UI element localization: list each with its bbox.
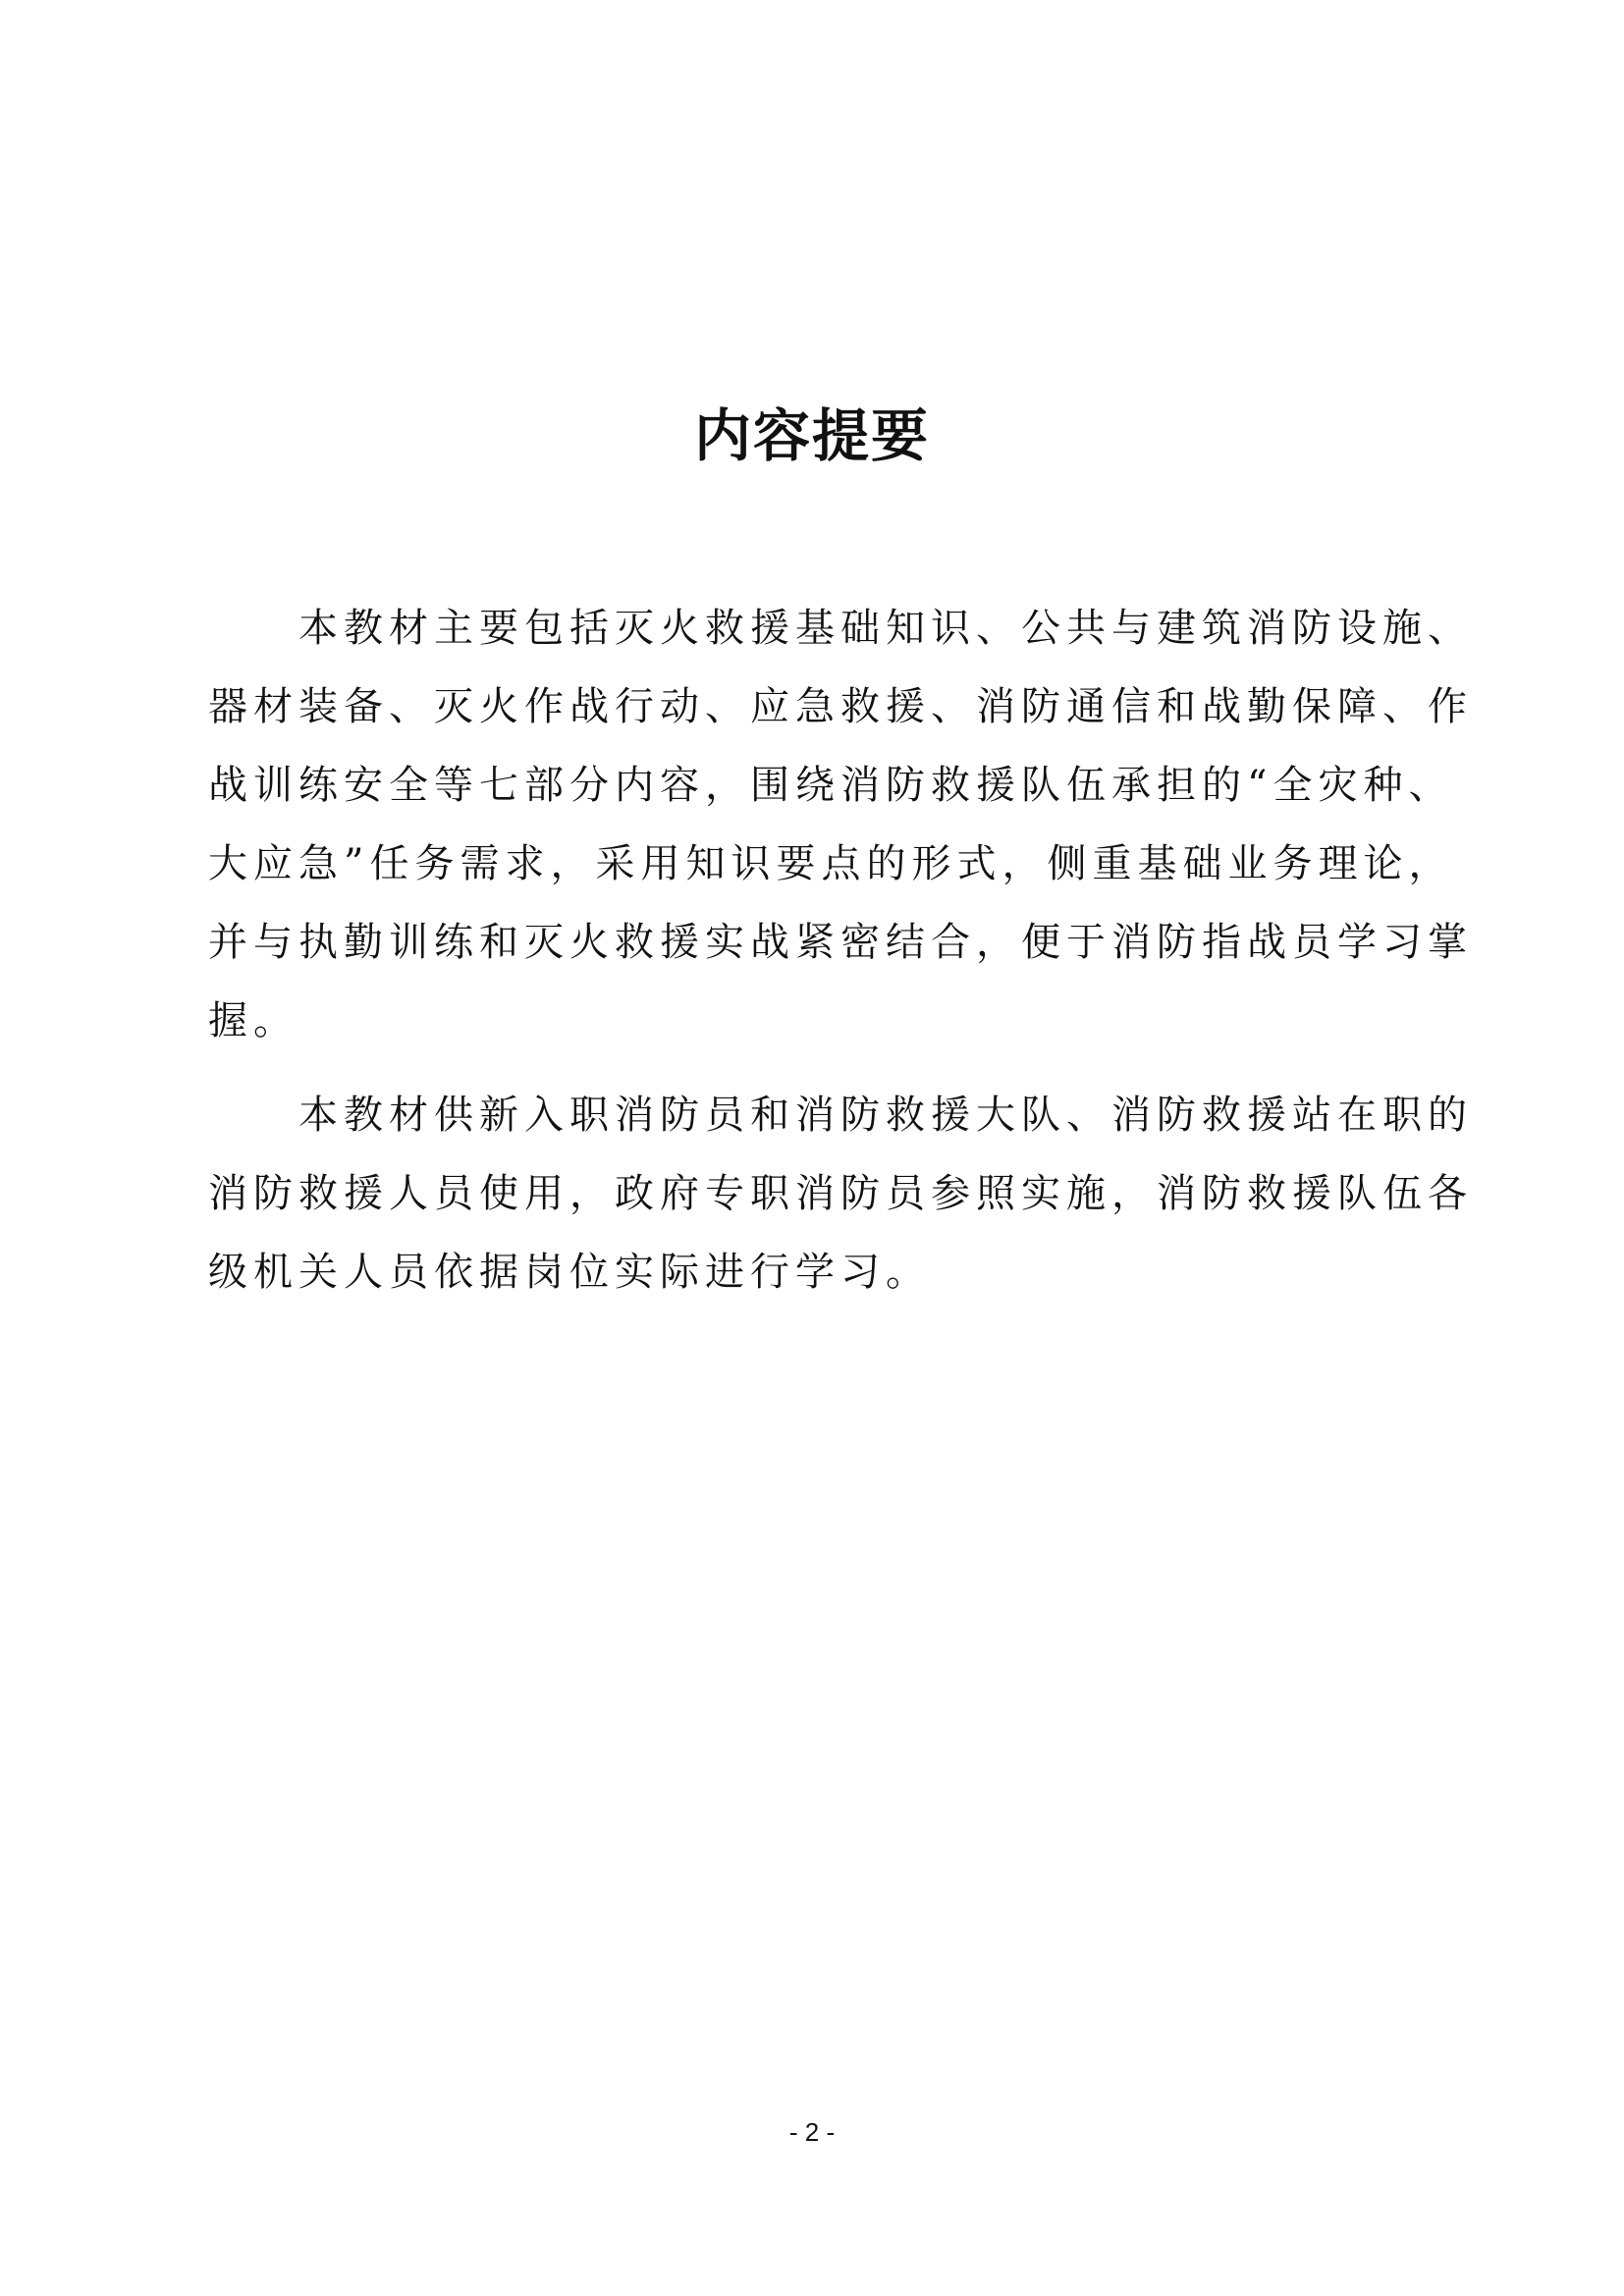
- summary-body: [208, 589, 1473, 1327]
- paragraph-line: 消防救援人员使用，政府专职消防员参照实施，消防救援队伍各: [208, 1171, 1473, 1216]
- paragraph-line: 器材装备、灭火作战行动、应急救援、消防通信和战勤保障、作: [208, 684, 1473, 729]
- paragraph-line: 级机关人员依据岗位实际进行学习。: [208, 1250, 931, 1295]
- paragraph-line: 战训练安全等七部分内容，围绕消防救援队伍承担的“全灾种、: [208, 763, 1454, 808]
- page-number: - 2 -: [788, 2117, 836, 2147]
- paragraph-2: [208, 1076, 1473, 1311]
- paragraph-line: 并与执勤训练和灭火救援实战紧密结合，便于消防指战员学习掌: [208, 920, 1473, 965]
- page-title: 内容提要: [693, 402, 930, 469]
- paragraph-line: 本教材主要包括灭火救援基础知识、公共与建筑消防设施、: [298, 606, 1473, 651]
- paragraph-line: 大应急”任务需求，采用知识要点的形式，侧重基础业务理论，: [208, 841, 1454, 886]
- paragraph-1: [208, 589, 1473, 1060]
- paragraph-line: 本教材供新入职消防员和消防救援大队、消防救援站在职的: [298, 1093, 1473, 1138]
- paragraph-line: 握。: [208, 998, 298, 1043]
